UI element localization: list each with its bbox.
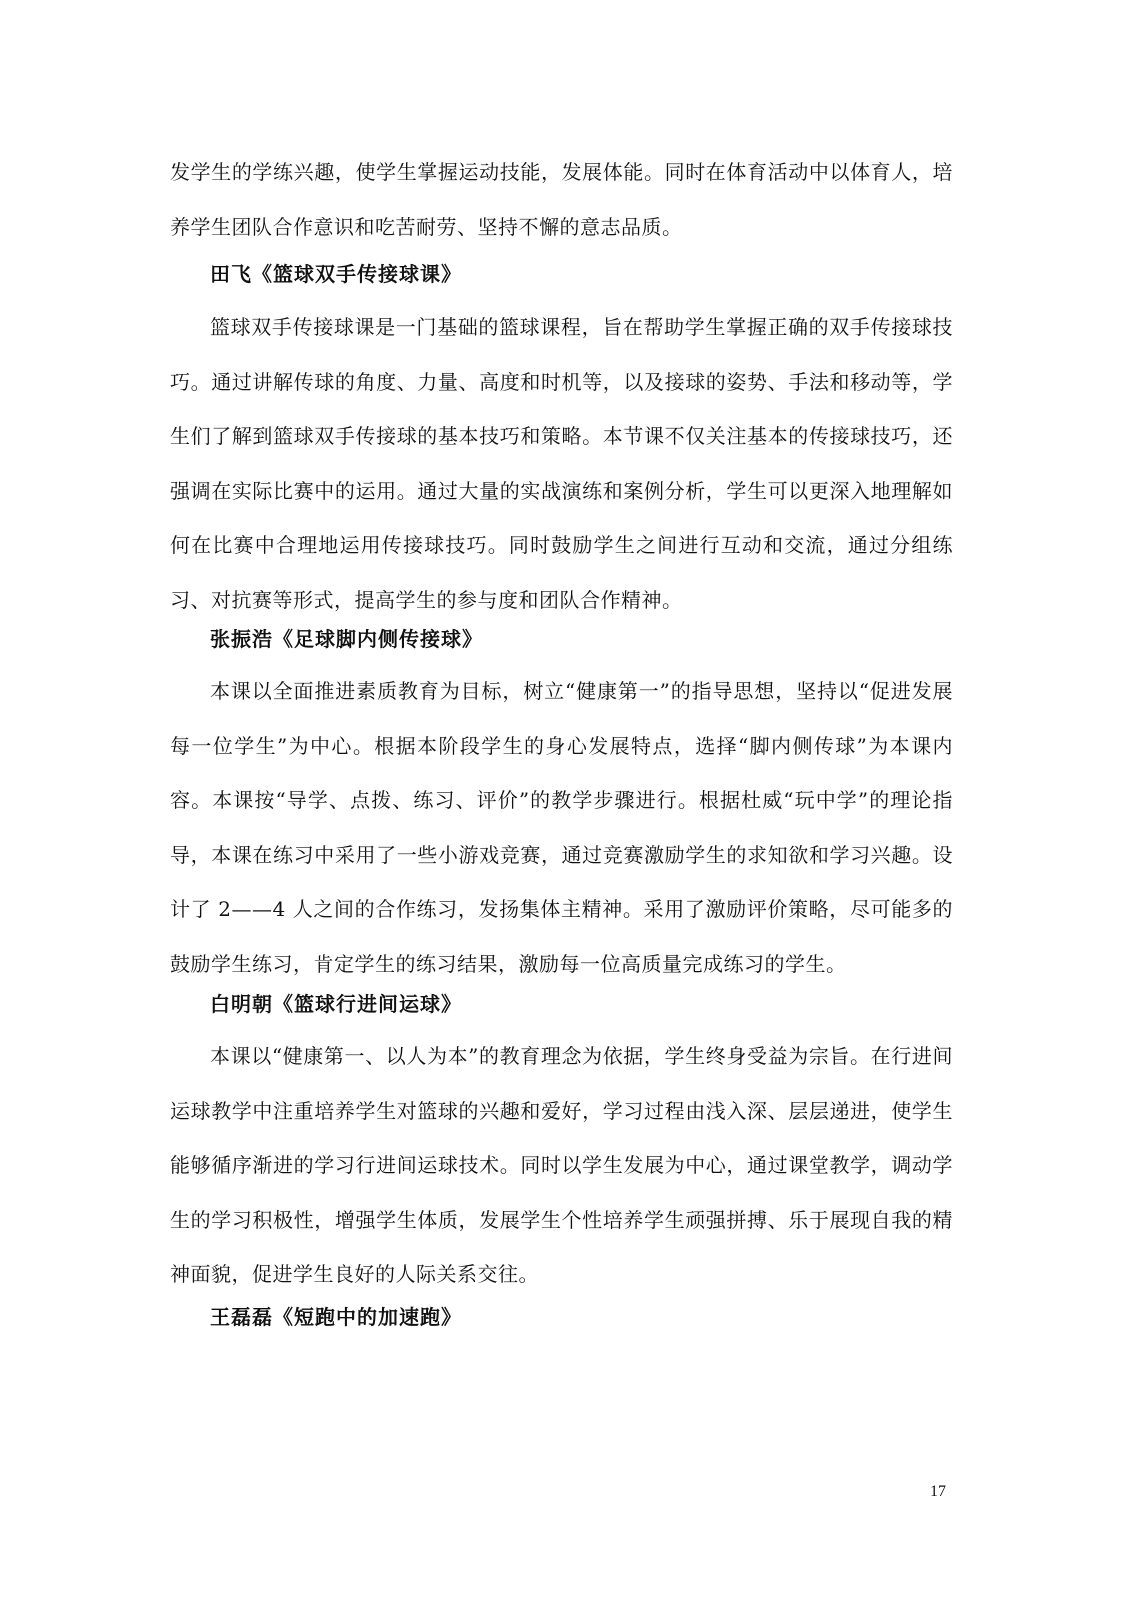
section-body-tian-fei: 篮球双手传接球课是一门基础的篮球课程，旨在帮助学生掌握正确的双手传接球技巧。通过讲解传球的角度、力量、高度和时机等，以及接球的姿势、手法和移动等，学生们了解到篮球双手传接球的基本技巧和策略。本节课不仅关注基本的传接球技巧，还强调在实际比赛中的运用。通过大量的实战演练和案例分析，学生可以更深入地理解如何在比赛中合理地运用传接球技巧。同时鼓励学生之间进行互动和交流，通过分组练习、对抗赛等形式，提高学生的参与度和团队合作精神。 [170,315,953,612]
section-heading-wang-leilei: 王磊磊《短跑中的加速跑》 [210,1305,462,1329]
page-number: 17 [930,1483,946,1500]
section-body-zhang-zhenhao: 本课以全面推进素质教育为目标，树立“健康第一”的指导思想，坚持以“促进发展每一位学生”为中心。根据本阶段学生的身心发展特点，选择“脚内侧传球”为本课内容。本课按“导学、点拨、练习、评价”的教学步骤进行。根据杜威“玩中学”的理论指导，本课在练习中采用了一些小游戏竞赛，通过竞赛激励学生的求知欲和学习兴趣。设计了 2——4 人之间的合作练习，发扬集体主精神。采用了激励评价策略，尽可能多的鼓励学生练习，肯定学生的练习结果，激励每一位高质量完成练习的学生。 [170,679,953,976]
intro-paragraph: 发学生的学练兴趣，使学生掌握运动技能，发展体能。同时在体育活动中以体育人，培养学生团队合作意识和吃苦耐劳、坚持不懈的意志品质。 [170,160,953,239]
section-heading-bai-mingchao: 白明朝《篮球行进间运球》 [210,992,462,1016]
section-heading-tian-fei: 田飞《篮球双手传接球课》 [210,262,462,286]
section-heading-zhang-zhenhao: 张振浩《足球脚内侧传接球》 [210,627,483,651]
section-body-bai-mingchao: 本课以“健康第一、以人为本”的教育理念为依据，学生终身受益为宗旨。在行进间运球教学中注重培养学生对篮球的兴趣和爱好，学习过程由浅入深、层层递进，使学生能够循序渐进的学习行进间运球技术。同时以学生发展为中心，通过课堂教学，调动学生的学习积极性，增强学生体质，发展学生个性培养学生顽强拼搏、乐于展现自我的精神面貌，促进学生良好的人际关系交往。 [170,1044,953,1286]
